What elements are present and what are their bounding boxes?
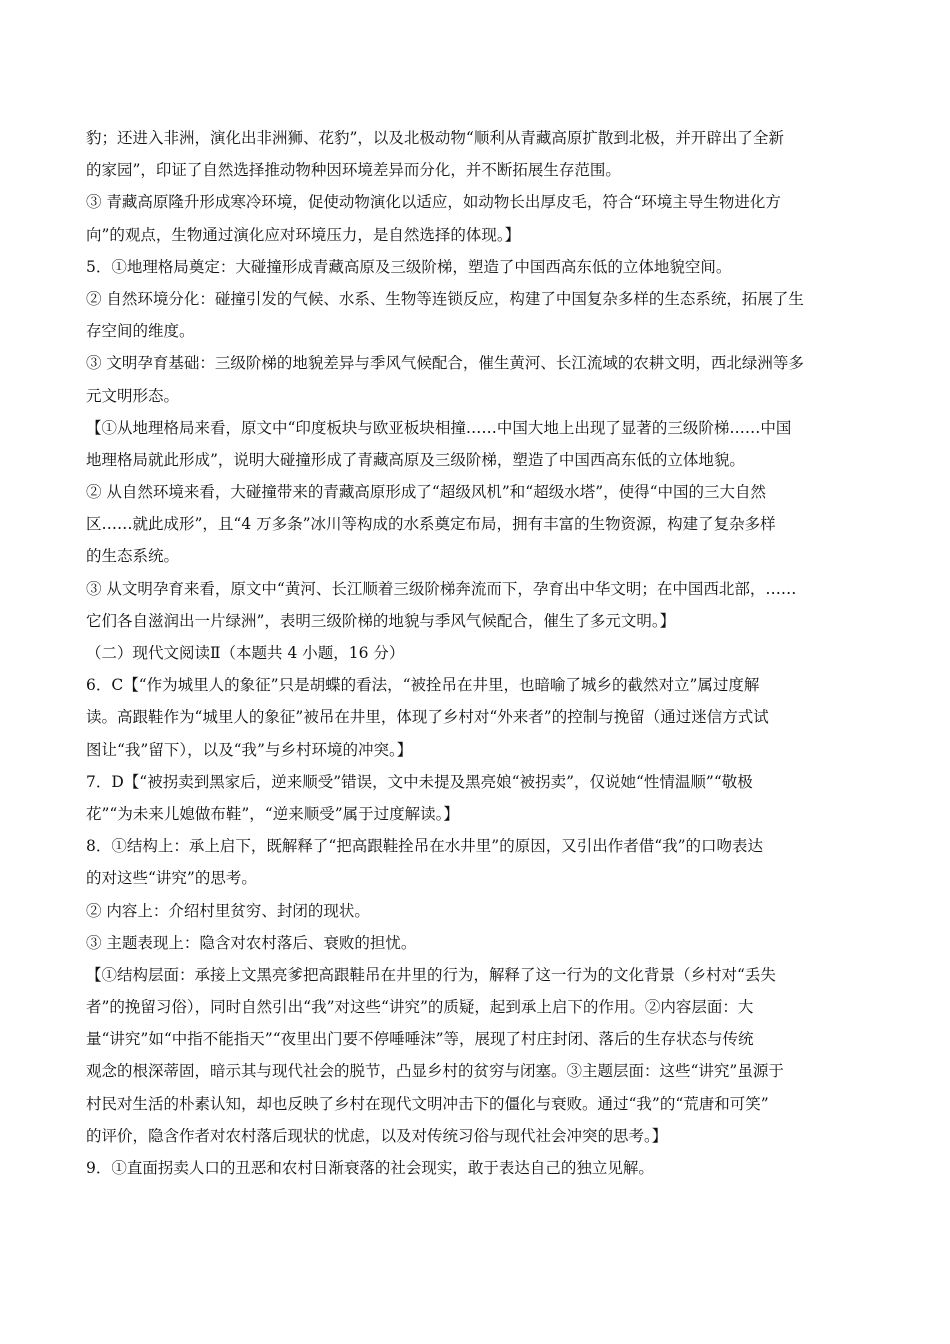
text-line: 的对这些“讲究”的思考。: [86, 869, 257, 888]
text-line: 村民对生活的朴素认知，却也反映了乡村在现代文明冲击下的僵化与衰败。通过“我”的“荒唐和可笑”: [86, 1094, 769, 1113]
text-line: 6．C【“作为城里人的象征”只是胡蝶的看法，“被拴吊在井里，也暗喻了城乡的截然对立”属过度解: [86, 676, 760, 695]
text-line: 地理格局就此形成”，说明大碰撞形成了青藏高原及三级阶梯，塑造了中国西高东低的立体地貌。: [86, 450, 745, 469]
text-line: 9．①直面拐卖人口的丑恶和农村日渐衰落的社会现实，敢于表达自己的独立见解。: [86, 1159, 654, 1177]
text-line: ② 内容上：介绍村里贫穷、封闭的现状。: [86, 901, 370, 920]
text-line: 向”的观点，生物通过演化应对环境压力，是自然选择的体现。】: [86, 225, 521, 244]
text-line: ② 自然环境分化：碰撞引发的气候、水系、生物等连锁反应，构建了中国复杂多样的生态系统，拓展了生: [86, 289, 804, 308]
text-line: 8．①结构上：承上启下，既解释了“把高跟鞋拴吊在水井里”的原因，又引出作者借“我”的口吻表达: [86, 837, 764, 856]
text-line: 存空间的维度。: [86, 322, 195, 341]
text-line: 者”的挽留习俗），同时自然引出“我”对这些“讲究”的质疑，起到承上启下的作用。②内容层面：大: [86, 998, 754, 1017]
text-line: 观念的根深蒂固，暗示其与现代社会的脱节，凸显乡村的贫穷与闭塞。③主题层面：这些“讲究”虽源于: [86, 1062, 784, 1081]
text-line: 它们各自滋润出一片绿洲”，表明三级阶梯的地貌与季风气候配合，催生了多元文明。】: [86, 611, 676, 630]
section-heading: （二）现代文阅读Ⅱ（本题共 4 小题，16 分）: [86, 644, 405, 662]
text-line: 元文明形态。: [86, 386, 180, 405]
text-line: 量“讲究”如“中指不能指天”“夜里出门要不停唾唾沫”等，展现了村庄封闭、落后的生存状态与传统: [86, 1030, 754, 1049]
text-line: 读。高跟鞋作为“城里人的象征”被吊在井里，体现了乡村对“外来者”的控制与挽留（通过迷信方式试: [86, 708, 769, 727]
text-line: ③ 从文明孕育来看，原文中“黄河、长江顺着三级阶梯奔流而下，孕育出中华文明；在中国西北部，……: [86, 579, 797, 598]
text-line: 区……就此成形”，且“4 万多条”冰川等构成的水系奠定布局，拥有丰富的生物资源，构建了复杂多样: [86, 515, 776, 534]
text-line: ③ 青藏高原隆升形成寒冷环境，促使动物演化以适应，如动物长出厚皮毛，符合“环境主导生物进化方: [86, 193, 781, 212]
text-line: ③ 文明孕育基础：三级阶梯的地貌差异与季风气候配合，催生黄河、长江流域的农耕文明，西北绿洲等多: [86, 354, 804, 373]
text-line: 【①从地理格局来看，原文中“印度板块与欧亚板块相撞……中国大地上出现了显著的三级阶梯……中国: [86, 418, 792, 437]
text-line: 【①结构层面：承接上文黑亮爹把高跟鞋吊在井里的行为，解释了这一行为的文化背景（乡村对“丢失: [86, 965, 776, 984]
text-line: 的生态系统。: [86, 547, 180, 566]
document-page: [86, 122, 866, 1184]
text-line: ③ 主题表现上：隐含对农村落后、衰败的担忧。: [86, 933, 417, 952]
text-line: 的家园”，印证了自然选择推动物种因环境差异而分化，并不断拓展生存范围。: [86, 161, 621, 180]
text-line: 豹；还进入非洲，演化出非洲狮、花豹”，以及北极动物“顺利从青藏高原扩散到北极，并开辟出了全新: [86, 129, 784, 147]
text-line: 7．D【“被拐卖到黑家后，逆来顺受”错误，文中未提及黑亮娘“被拐卖”，仅说她“性情温顺”“敬极: [86, 772, 753, 791]
text-line: 5．①地理格局奠定：大碰撞形成青藏高原及三级阶梯，塑造了中国西高东低的立体地貌空间。: [86, 257, 732, 276]
text-line: 图让“我”留下），以及“我”与乡村环境的冲突。】: [86, 740, 413, 759]
text-line: ② 从自然环境来看，大碰撞带来的青藏高原形成了“超级风机”和“超级水塔”，使得“中国的三大自然: [86, 483, 767, 502]
text-line: 的评价，隐含作者对农村落后现状的忧虑，以及对传统习俗与现代社会冲突的思考。】: [86, 1126, 668, 1145]
text-line: 花”“为未来儿媳做布鞋”，“逆来顺受”属于过度解读。】: [86, 804, 459, 823]
